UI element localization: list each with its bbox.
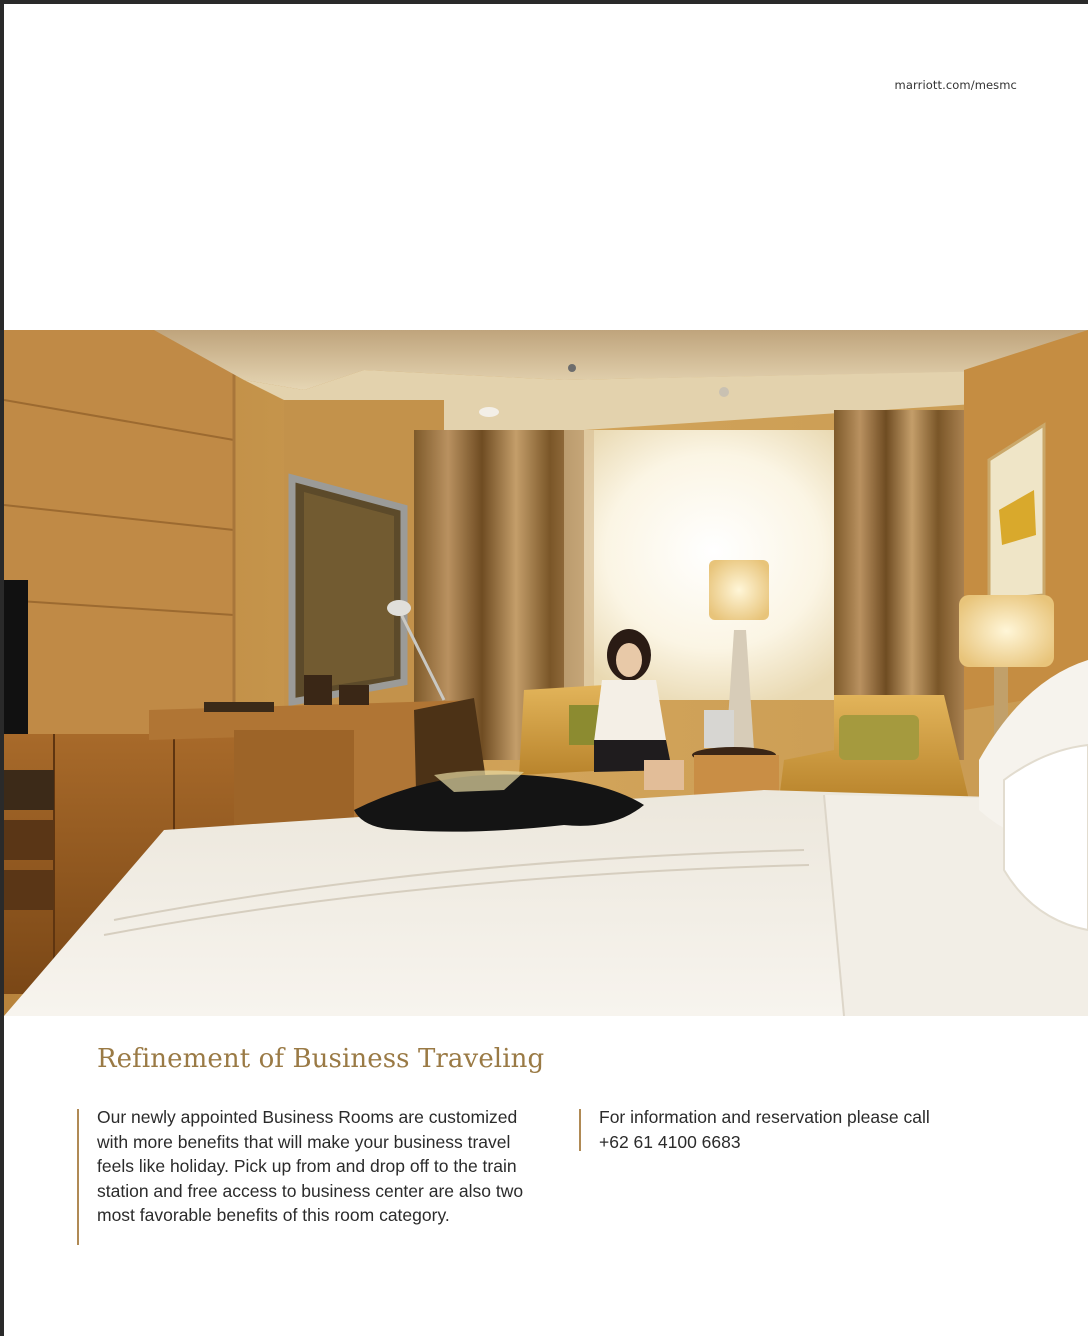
- article-body: Our newly appointed Business Rooms are customized with more benefits that will make your business travel feels like holiday. Pick up from and drop off to the train station and free access to business center are also two most favorable benefits of this room category.: [97, 1107, 524, 1226]
- brochure-page: [4, 4, 1088, 1336]
- hotel-room-photo: [4, 330, 1088, 1016]
- contact-text: For information and reservation please call: [599, 1107, 930, 1127]
- article-body-column: [97, 1105, 537, 1228]
- contact-phone: +62 61 4100 6683: [599, 1131, 741, 1152]
- site-url: marriott.com/mesmc: [894, 78, 1017, 92]
- article-title: Refinement of Business Traveling: [97, 1044, 545, 1074]
- column-rule: [579, 1109, 581, 1151]
- contact-column: [599, 1105, 979, 1154]
- column-rule: [77, 1109, 79, 1245]
